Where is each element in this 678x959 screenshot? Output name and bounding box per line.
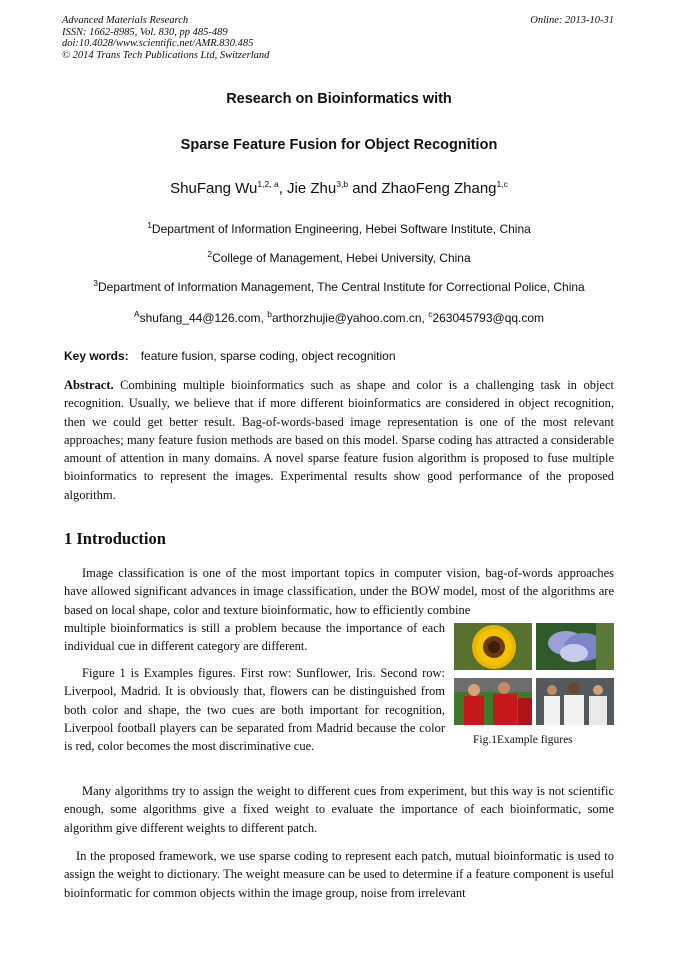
affiliation-1 bbox=[0, 222, 678, 236]
author-affiliation-mark: 1,2, a bbox=[257, 179, 279, 189]
affiliation-3 bbox=[0, 280, 678, 294]
affiliation-2 bbox=[0, 251, 678, 265]
iris-image bbox=[536, 623, 614, 670]
author-affiliation-mark: 3,b bbox=[336, 179, 349, 189]
author-name: ZhaoFeng Zhang bbox=[381, 180, 497, 197]
figure-caption: Fig.1Example figures bbox=[473, 734, 573, 746]
example-figures bbox=[454, 623, 616, 727]
email-mark: c bbox=[428, 309, 433, 319]
online-date: Online: 2013-10-31 bbox=[530, 15, 614, 26]
author-separator: and bbox=[348, 180, 382, 197]
email-list bbox=[0, 311, 678, 325]
madrid-image bbox=[536, 678, 614, 725]
paragraph-text: Many algorithms try to assign the weight to different cues from experiment, but this way is not scientific enough, some algorithms give a fixed weight to evaluate the importance of each bioinformatic, some algorithm give different weights to different patch. bbox=[64, 784, 614, 835]
paper-title-line-1: Research on Bioinformatics with bbox=[226, 91, 452, 107]
affiliation-mark: 3 bbox=[93, 278, 99, 288]
liverpool-image bbox=[454, 678, 532, 725]
abstract-label: Abstract. bbox=[64, 378, 114, 392]
abstract-text: Combining multiple bioinformatics such as shape and color is a challenging task in object recognition. Usually, we believe that if more different bioinformatics are considered in object recognition, then we could get better result. Bag-of-words-based image representation is one of the most relevant approaches; many feature fusion methods are based on this model. Sparse coding has attracted a considerable amount of attention in many domains. A novel sparse feature fusion algorithm is proposed to fuse multiple bioinformatics to represent the images. Experimental results show good performance of the proposed algorithm. bbox=[64, 378, 614, 502]
paragraph-text: Figure 1 is Examples figures. First row: Sunflower, Iris. Second row: Liverpool, Madrid. It is obviously that, flowers can be distinguished from both color and shape, the two cues are both important for recognition, Liverpool football players can be separated from Madrid because the color is red, color becomes the most discriminative cue. bbox=[64, 666, 445, 754]
keywords bbox=[64, 349, 396, 363]
author-separator: , bbox=[278, 180, 288, 197]
intro-paragraph-2 bbox=[64, 664, 445, 755]
author-name: Jie Zhu bbox=[287, 180, 337, 197]
section-heading-introduction: 1 Introduction bbox=[64, 529, 166, 548]
author-name: ShuFang Wu bbox=[170, 180, 258, 197]
paper-title-line-2: Sparse Feature Fusion for Object Recognition bbox=[180, 137, 498, 153]
affiliation-mark: 2 bbox=[207, 249, 213, 259]
keywords-text: feature fusion, sparse coding, object recognition bbox=[140, 349, 396, 363]
issn-line: ISSN: 1662-8985, Vol. 830, pp 485-489 bbox=[62, 26, 228, 38]
abstract bbox=[64, 376, 614, 504]
author-affiliation-mark: 1,c bbox=[496, 179, 508, 189]
doi-line: doi:10.4028/www.scientific.net/AMR.830.485 bbox=[62, 38, 254, 50]
email-address[interactable]: arthorzhujie@yahoo.com.cn, bbox=[271, 311, 429, 325]
intro-paragraph-1 bbox=[64, 564, 614, 619]
affiliation-text: Department of Information Engineering, Hebei Software Institute, China bbox=[151, 222, 531, 236]
intro-paragraph-4 bbox=[64, 847, 614, 902]
paragraph-text: In the proposed framework, we use sparse coding to represent each patch, mutual bioinformatic is used to assign the weight to dictionary. The weight measure can be used to determine if a feature component is useful bioinformatic for common objects within the image group, noise from irrelevant bbox=[64, 849, 614, 900]
intro-paragraph-1-continued: multiple bioinformatics is still a problem because the importance of each individual cue in different category are different. bbox=[64, 621, 445, 654]
affiliation-text: College of Management, Hebei University, China bbox=[212, 251, 471, 265]
intro-paragraph-3 bbox=[64, 782, 614, 837]
affiliation-mark: 1 bbox=[147, 220, 152, 230]
copyright-line: © 2014 Trans Tech Publications Ltd, Switzerland bbox=[62, 49, 270, 61]
running-header bbox=[62, 15, 269, 61]
journal-name: Advanced Materials Research bbox=[62, 15, 189, 26]
author-list bbox=[0, 180, 678, 197]
email-mark: b bbox=[267, 309, 272, 319]
email-address[interactable]: shufang_44@126.com, bbox=[139, 311, 268, 325]
email-address[interactable]: 263045793@qq.com bbox=[432, 311, 545, 325]
keywords-label: Key words: bbox=[64, 349, 129, 363]
sunflower-image bbox=[454, 623, 532, 670]
email-mark: A bbox=[133, 309, 140, 319]
affiliation-text: Department of Information Management, The Central Institute for Correctional Police, China bbox=[98, 280, 585, 294]
paragraph-text: Image classification is one of the most important topics in computer vision, bag-of-words approaches have allowed significant advances in image classification, under the BOW model, most of the algorithms are based on local shape, color and texture bioinformatic, how to efficiently combine bbox=[64, 566, 614, 617]
